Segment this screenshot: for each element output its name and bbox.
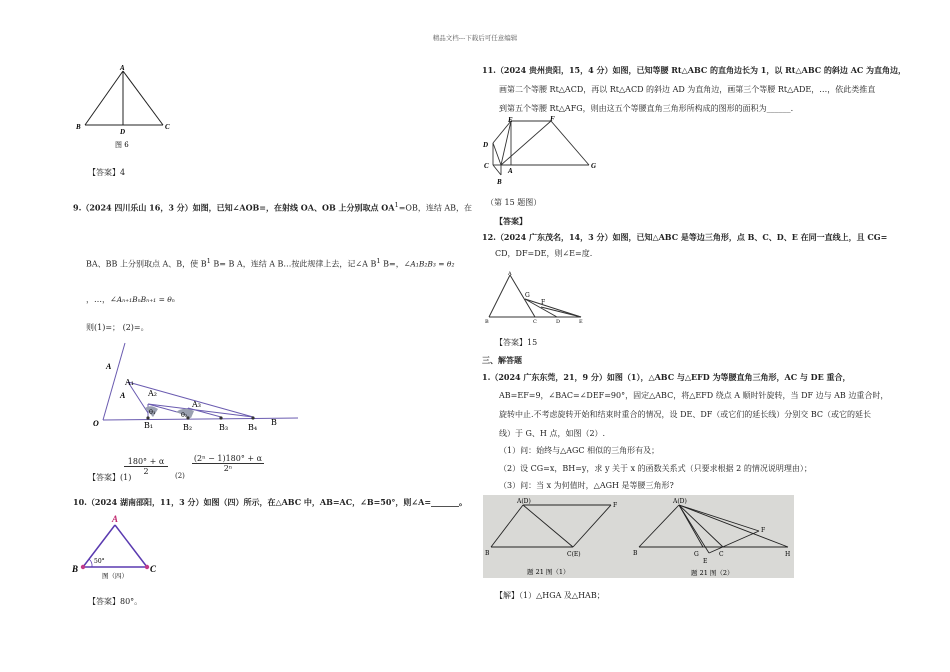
q11-label-g: G xyxy=(591,162,597,170)
fig6-label-d: D xyxy=(120,128,126,136)
q9-fig-label-theta1: θ₁ xyxy=(149,408,156,416)
q9-fig-label-a: A xyxy=(106,362,112,371)
q12-answer: 【答案】15 xyxy=(495,338,538,347)
q9-answer-fraction-1: 180° + α 2 xyxy=(124,457,168,476)
figure-q12 xyxy=(483,266,593,326)
fig6-label-a: A xyxy=(120,64,125,72)
q10-label-c: C xyxy=(150,564,157,574)
photo-label-g2: G xyxy=(694,551,699,558)
q11-label-d: D xyxy=(483,141,489,149)
q12-label-g: G xyxy=(525,292,530,299)
photo-label-f1: F xyxy=(613,502,618,509)
q1-solution: 【解】（1）△HGA 及△HAB； xyxy=(495,591,605,600)
q9-answer-fraction-2: (2ⁿ − 1)180° + α 2ⁿ xyxy=(193,454,263,473)
fig6-label-c: C xyxy=(165,123,170,131)
question-11-line2: 画第二个等腰 Rt△ACD，再以 Rt△ACD 的斜边 AD 为直角边，画第三个等腰 Rt△ADE，…，依此类推直 xyxy=(499,85,876,94)
photo-label-b2: B xyxy=(633,550,638,557)
question-12-line2: CD，DF=DE，则∠E=度. xyxy=(495,249,593,258)
q11-label-f: F xyxy=(550,115,555,123)
photo-label-c2: C xyxy=(719,551,724,558)
q9-answer-mid: (2) xyxy=(175,472,185,480)
photo-label-h2: H xyxy=(785,551,791,558)
figure-q9 xyxy=(88,338,318,436)
question-11-line3: 到第五个等腰 Rt△AFG，则由这五个等腰直角三角形所构成的图形的面积为______. xyxy=(499,104,794,113)
q12-label-d: D xyxy=(556,319,561,325)
q12-label-b: B xyxy=(485,319,489,325)
figure-q10 xyxy=(70,512,180,584)
q9-formula-thetan: Aₙ₊₁BₙBₙ₊₁ = θₙ xyxy=(116,295,175,304)
q12-label-e: E xyxy=(579,319,583,325)
q9-fig-label-b: B xyxy=(271,418,277,427)
figure-q1-photo xyxy=(483,495,794,578)
q10-label-a: A xyxy=(112,514,119,524)
q10-label-angle: 50° xyxy=(94,558,105,565)
q11-label-c: C xyxy=(484,162,489,170)
q1-sub1: （1）问：始终与△AGC 相似的三角形有及； xyxy=(499,446,660,455)
q12-label-c: C xyxy=(533,319,537,325)
q10-label-b: B xyxy=(72,564,79,574)
photo-caption-1: 题 21 图（1） xyxy=(527,568,570,576)
photo-label-ad2: A(D) xyxy=(673,498,687,505)
q12-label-f: F xyxy=(541,299,546,306)
q9-fig-label-a-mid: A xyxy=(120,391,126,400)
q9-sup1: 1 xyxy=(394,201,399,209)
photo-label-b1: B xyxy=(485,550,490,557)
q10-answer: 【答案】80°。 xyxy=(88,597,143,606)
photo-label-ce: C(E) xyxy=(567,551,581,558)
q12-label-a: A xyxy=(508,271,512,277)
q11-label-a: A xyxy=(508,167,513,175)
question-10: 10.（2024 湖南邵阳，11，3 分）如图（四）所示，在△ABC 中，AB=AC，∠B=50°，则∠A=_______。 xyxy=(73,497,468,507)
q9-fig-label-a2: A₂ xyxy=(148,389,157,398)
q9-fig-label-a3: A₃ xyxy=(192,400,201,409)
photo-label-e2: E xyxy=(703,558,708,565)
question-12-line1: 12.（2024 广东茂名，14，3 分）如图，已知△ABC 是等边三角形，点 B、C、D、E 在同一直线上，且 CG= xyxy=(482,232,888,242)
question-11-line1: 11.（2024 贵州贵阳，15，4 分）如图，已知等腰 Rt△ABC 的直角边长为 1，以 Rt△ABC 的斜边 AC 为直角边， xyxy=(482,65,907,75)
section-3-title: 三、解答题 xyxy=(482,355,522,365)
question-9-line2: BA、BB 上分别取点 A、B，使 $B^1$ B= B A，连结 A B…按此规律上去，记∠A $B^1$ B=，∠A₁B₂B₃ = θ₂ xyxy=(86,257,455,269)
q11-caption: （第 15 题图） xyxy=(486,198,542,207)
q11-label-e: E xyxy=(508,116,513,124)
q9-formula-theta2: A₁B₂B₃ = θ₂ xyxy=(410,259,455,269)
answer-8: 【答案】4 xyxy=(88,168,126,177)
fig6-label-b: B xyxy=(76,123,81,131)
q11-answer: 【答案】 xyxy=(495,216,527,226)
q10-caption: 图（四） xyxy=(102,572,128,580)
q9-fig-label-b4: B₄ xyxy=(248,423,258,432)
q9-fig-label-b1: B₁ xyxy=(144,421,154,430)
q9-answer-prefix: 【答案】(1) xyxy=(88,473,132,482)
figure-q11 xyxy=(478,113,608,188)
q1-sub3: （3）问：当 x 为何值时，△AGH 是等腰三角形? xyxy=(499,481,674,490)
question-9-line4: 则(1)=； (2)=。 xyxy=(86,323,149,332)
q1-line2: AB=EF=9，∠BAC=∠DEF=90°，固定△ABC，将△EFD 绕点 A 顺时针旋转，当 DF 边与 AB 边重合时， xyxy=(499,391,889,400)
q1-line1: 1.（2024 广东东莞，21，9 分）如图（1），△ABC 与△EFD 为等腰直角三角形，AC 与 DE 重合， xyxy=(482,372,851,382)
question-9-line3: ，…，∠Aₙ₊₁BₙBₙ₊₁ = θₙ xyxy=(86,295,175,304)
q9-fig-label-b2: B₂ xyxy=(183,423,193,432)
figure-6 xyxy=(70,60,190,150)
photo-label-ad1: A(D) xyxy=(517,498,531,505)
q9-fig-label-o: O xyxy=(93,419,99,428)
page-header: 精品文档---下载后可任意编辑 xyxy=(432,34,518,42)
q1-line3: 旋转中止.不考虑旋转开始和结束时重合的情况，设 DE、DF（或它们的延长线）分别交 BC（或它的延长 xyxy=(499,410,871,419)
photo-caption-2: 题 21 图（2） xyxy=(691,569,734,577)
photo-label-f2: F xyxy=(761,527,766,534)
fig6-caption: 图 6 xyxy=(115,141,129,149)
q9-fig-label-b3: B₃ xyxy=(219,423,229,432)
q1-sub2: （2）设 CG=x，BH=y，求 y 关于 x 的函数关系式（只要求根据 2 的情况说明理由）； xyxy=(499,464,812,473)
q9-fig-label-theta2: θ₂ xyxy=(181,411,188,419)
q11-label-b: B xyxy=(497,178,502,186)
q9-fig-label-a1: A₁ xyxy=(125,378,134,387)
question-9-line1: 9.（2024 四川乐山 16，3 分）如图，已知∠AOB=，在射线 OA、OB 上分别取点 $OA^1=OB$，连结 AB，在 xyxy=(73,201,473,213)
q1-line4: 线）于 G、H 点，如图（2）. xyxy=(499,429,606,438)
